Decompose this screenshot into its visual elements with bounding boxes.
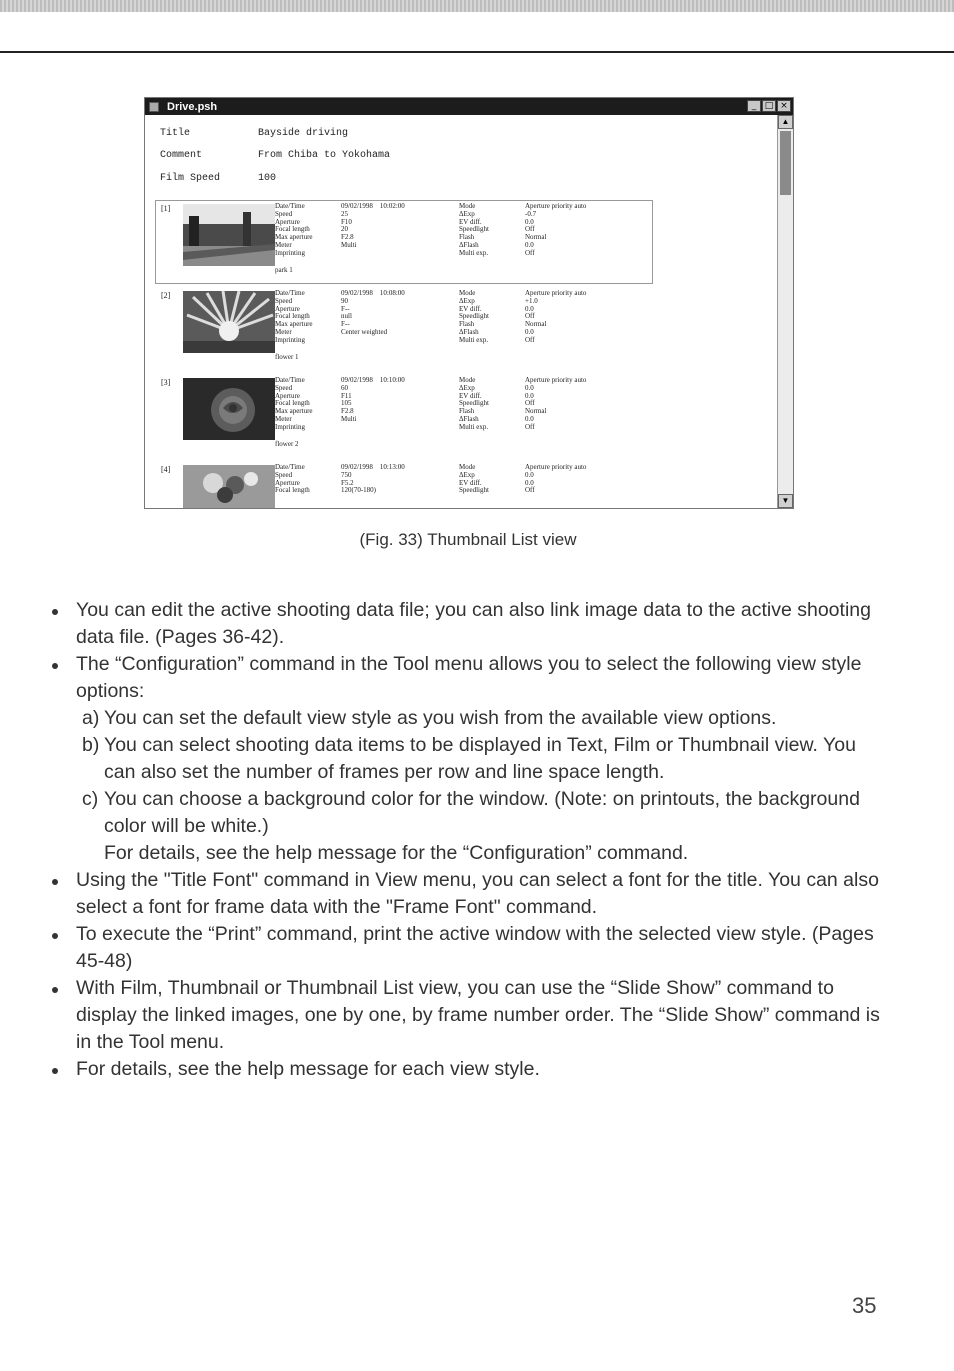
sub-item-text: You can choose a background color for the window. (Note: on printouts, the background color will be white.) bbox=[104, 788, 860, 837]
drive-psh-window bbox=[144, 97, 794, 509]
sub-item bbox=[52, 732, 892, 786]
frame-values-left: 09/02/1998 10:10:00 60 F11 105 F2.8 Multi bbox=[341, 376, 405, 423]
frame-number: [3] bbox=[161, 378, 171, 387]
thumbnail-list-content bbox=[145, 115, 777, 508]
scroll-thumb[interactable] bbox=[780, 131, 791, 195]
frame-row[interactable] bbox=[155, 461, 653, 509]
sub-item bbox=[52, 705, 892, 732]
vertical-scrollbar[interactable] bbox=[777, 115, 793, 508]
header-value: From Chiba to Yokohama bbox=[258, 150, 391, 161]
header-row-film-speed bbox=[160, 173, 276, 184]
bullet-text: With Film, Thumbnail or Thumbnail List view, you can use the “Slide Show” command to display the linked images, one by one, by frame number order. The “Slide Show” command is in the Tool menu. bbox=[76, 977, 880, 1053]
bullet-dot-icon bbox=[52, 1068, 58, 1074]
frame-labels-right: Mode ΔExp EV diff. Speedlight Flash ΔFlash Multi exp. bbox=[459, 202, 489, 257]
sub-item-text: You can set the default view style as you wish from the available view options. bbox=[104, 707, 777, 729]
frame-values-right: Aperture priority auto -0.7 0.0 Off Normal 0.0 Off bbox=[525, 202, 587, 257]
close-icon[interactable]: × bbox=[777, 100, 791, 112]
bullet-text: The “Configuration” command in the Tool menu allows you to select the following view style options: bbox=[76, 653, 862, 702]
header-label: Comment bbox=[160, 150, 203, 161]
page-number: 35 bbox=[852, 1293, 877, 1318]
sub-item bbox=[52, 786, 892, 840]
frame-number: [4] bbox=[161, 465, 171, 474]
bullet-dot-icon bbox=[52, 663, 58, 669]
sub-item-marker: c) bbox=[82, 788, 99, 810]
bullet-item bbox=[52, 921, 892, 975]
scroll-down-icon[interactable]: ▼ bbox=[778, 494, 793, 508]
frame-values-left: 09/02/1998 10:02:00 25 F10 20 F2.8 Multi bbox=[341, 202, 405, 249]
sub-item-marker: a) bbox=[82, 707, 100, 729]
header-rule bbox=[0, 51, 954, 53]
bullet-item bbox=[52, 975, 892, 1056]
bullet-text: For details, see the help message for each view style. bbox=[76, 1058, 540, 1080]
bullet-text: You can edit the active shooting data file; you can also link image data to the active shooting data file. (Pages 36-42). bbox=[76, 599, 871, 648]
window-title: Drive.psh bbox=[167, 100, 218, 113]
bullet-text: Using the "Title Font" command in View menu, you can select a font for the title. You can also select a font for frame data with the "Frame Font" command. bbox=[76, 869, 879, 918]
frame-values-right: Aperture priority auto 0.0 0.0 Off Normal 0.0 Off bbox=[525, 376, 587, 431]
frame-imprint-text: park 1 bbox=[275, 266, 293, 274]
frame-imprint-text: flower 2 bbox=[275, 440, 299, 448]
window-controls bbox=[747, 100, 791, 112]
window-titlebar bbox=[145, 98, 793, 115]
thumbnail-rose[interactable] bbox=[183, 378, 275, 440]
header-texture-bar bbox=[0, 0, 954, 12]
figure-caption: (Fig. 33) Thumbnail List view bbox=[359, 530, 577, 549]
header-label: Title bbox=[160, 128, 191, 139]
frame-labels-left: Date/Time Speed Aperture Focal length Max aperture Meter Imprinting bbox=[275, 376, 313, 431]
sub-item-continuation: For details, see the help message for the “Configuration” command. bbox=[104, 842, 689, 864]
bullet-item bbox=[52, 651, 892, 705]
frame-values-right: Aperture priority auto +1.0 0.0 Off Normal 0.0 Off bbox=[525, 289, 587, 344]
header-row-comment bbox=[160, 150, 390, 161]
frame-imprint-text: flower 1 bbox=[275, 353, 299, 361]
sub-item-text: You can select shooting data items to be displayed in Text, Film or Thumbnail view. You can also set the number of frames per row and line space length. bbox=[104, 734, 856, 783]
header-row-title bbox=[160, 128, 348, 139]
bullet-dot-icon bbox=[52, 987, 58, 993]
maximize-icon[interactable]: □ bbox=[762, 100, 776, 112]
frame-number: [2] bbox=[161, 291, 171, 300]
frame-values-right: Aperture priority auto 0.0 0.0 Off bbox=[525, 463, 587, 495]
frame-labels-right: Mode ΔExp EV diff. Speedlight Flash ΔFlash Multi exp. bbox=[459, 376, 489, 431]
minimize-icon[interactable]: _ bbox=[747, 100, 761, 112]
bullet-dot-icon bbox=[52, 609, 58, 615]
header-value: 100 bbox=[258, 173, 277, 184]
frame-row[interactable] bbox=[155, 287, 653, 371]
frame-labels-right: Mode ΔExp EV diff. Speedlight Flash ΔFlash Multi exp. bbox=[459, 289, 489, 344]
frame-labels-left: Date/Time Speed Aperture Focal length bbox=[275, 463, 310, 495]
frame-values-left: 09/02/1998 10:08:00 90 F-- null F-- Center weighted bbox=[341, 289, 405, 336]
frame-labels-left: Date/Time Speed Aperture Focal length Max aperture Meter Imprinting bbox=[275, 289, 313, 344]
bullet-item bbox=[52, 1056, 892, 1083]
frame-row[interactable] bbox=[155, 374, 653, 458]
frame-row[interactable] bbox=[155, 200, 653, 284]
thumbnail-flower[interactable] bbox=[183, 291, 275, 353]
bullet-item bbox=[52, 867, 892, 921]
bullet-item bbox=[52, 597, 892, 651]
bullet-dot-icon bbox=[52, 879, 58, 885]
thumbnail-park[interactable] bbox=[183, 204, 275, 266]
body-text bbox=[52, 597, 892, 1083]
frame-labels-right: Mode ΔExp EV diff. Speedlight bbox=[459, 463, 489, 495]
scroll-up-icon[interactable]: ▲ bbox=[778, 115, 793, 129]
frame-number: [1] bbox=[161, 204, 171, 213]
thumbnail-bouquet[interactable] bbox=[183, 465, 275, 509]
bullet-dot-icon bbox=[52, 933, 58, 939]
bullet-text: To execute the “Print” command, print the active window with the selected view style. (Pages 45-48) bbox=[76, 923, 874, 972]
header-value: Bayside driving bbox=[258, 128, 349, 139]
app-icon bbox=[149, 102, 159, 112]
frame-labels-left: Date/Time Speed Aperture Focal length Max aperture Meter Imprinting bbox=[275, 202, 313, 257]
frame-values-left: 09/02/1998 10:13:00 750 F5.2 120(70-180) bbox=[341, 463, 405, 495]
sub-item-marker: b) bbox=[82, 734, 100, 756]
header-label: Film Speed bbox=[160, 173, 221, 184]
